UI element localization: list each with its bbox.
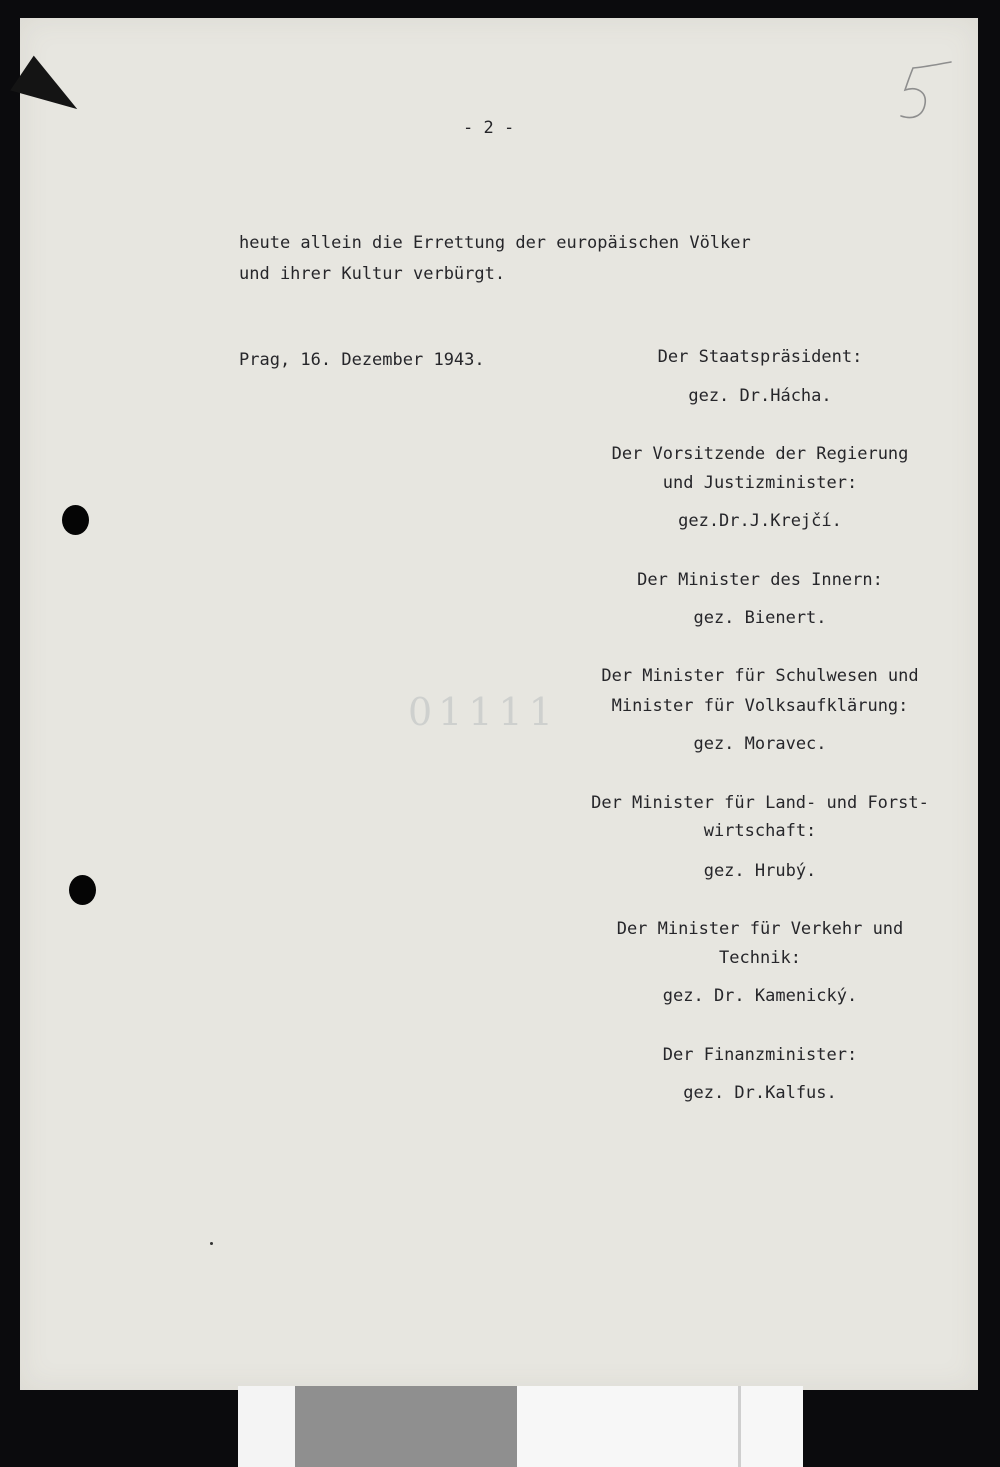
- signatory-title: Der Minister für Verkehr und: [616, 919, 904, 939]
- body-text-line: heute allein die Errettung der europäischen Völker: [239, 233, 751, 253]
- signatory-title: Der Minister für Schulwesen und: [601, 666, 919, 686]
- calibration-strip-gray: [295, 1386, 517, 1467]
- punch-hole-top: [62, 505, 89, 535]
- signatory-title: Minister für Volksaufklärung:: [611, 696, 909, 716]
- place-and-date: Prag, 16. Dezember 1943.: [239, 350, 485, 370]
- pencil-annotation-5: [895, 58, 957, 128]
- signature-line: gez. Bienert.: [693, 608, 827, 628]
- signatory-title: Technik:: [719, 948, 801, 968]
- punch-hole-bottom: [69, 875, 96, 905]
- signatory-title: wirtschaft:: [703, 821, 817, 841]
- calibration-strip-white: [238, 1386, 295, 1467]
- body-text-line: und ihrer Kultur verbürgt.: [239, 264, 506, 284]
- calibration-strip-white: [517, 1386, 803, 1467]
- signatory-title: Der Staatspräsident:: [657, 347, 863, 367]
- signatory-title: Der Minister des Innern:: [637, 570, 883, 590]
- signature-line: gez. Moravec.: [693, 734, 827, 754]
- signature-line: gez. Dr. Kamenický.: [662, 986, 858, 1006]
- signature-line: gez. Hrubý.: [703, 861, 817, 881]
- signatory-title: Der Minister für Land- und Forst-: [591, 793, 929, 813]
- signatory-title: Der Finanzminister:: [662, 1045, 858, 1065]
- signature-line: gez. Dr.Hácha.: [688, 386, 832, 406]
- signature-line: gez. Dr.Kalfus.: [683, 1083, 837, 1103]
- paper-speck: [210, 1242, 213, 1245]
- signatory-title: und Justizminister:: [662, 473, 858, 493]
- page-number: - 2 -: [463, 118, 515, 138]
- calibration-strip-edge: [738, 1386, 741, 1467]
- show-through-stamp: 01111: [408, 690, 559, 734]
- signature-line: gez.Dr.J.Krejčí.: [678, 511, 842, 531]
- signatory-title: Der Vorsitzende der Regierung: [611, 444, 909, 464]
